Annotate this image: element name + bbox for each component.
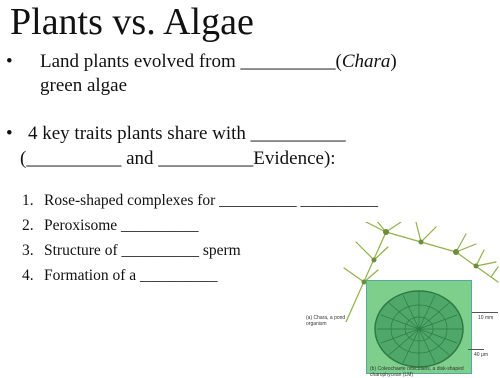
- scale-bar-a: [472, 312, 498, 313]
- bullet-text-line2: green algae: [40, 75, 128, 96]
- bullet-text-before: Land plants evolved from __________(: [40, 51, 342, 72]
- scale-label-a: 10 mm: [478, 315, 494, 321]
- coleochaete-disk-image: [367, 281, 471, 373]
- coleochaete-photo: [366, 280, 472, 374]
- bullet-key-traits-line2: (__________ and __________Evidence):: [20, 148, 336, 169]
- list-item: 3. Structure of __________ sperm: [22, 242, 241, 259]
- bullet-dot: •: [6, 123, 13, 144]
- bullet-text: [40, 50, 470, 98]
- bullet-dot: •: [6, 51, 13, 72]
- slide-title: Plants vs. Algae: [10, 1, 254, 43]
- list-item: 4. Formation of a __________: [22, 267, 218, 284]
- list-item: 1. Rose-shaped complexes for __________ __________: [22, 192, 379, 209]
- algae-figure: [296, 212, 500, 378]
- bullet-text: 4 key traits plants share with __________: [28, 123, 346, 144]
- bullet-text-after: ): [390, 51, 397, 72]
- caption-coleochaete: (b) Coleochaete orbicularis, a disk-shaped charophycean (LM): [370, 366, 464, 378]
- scale-label-b: 40 µm: [474, 352, 488, 358]
- list-item: 2. Peroxisome __________: [22, 217, 199, 234]
- scale-bar-b: [468, 349, 484, 350]
- genus-name: Chara: [341, 51, 391, 72]
- caption-chara: (a) Chara, a pond organism: [306, 315, 346, 327]
